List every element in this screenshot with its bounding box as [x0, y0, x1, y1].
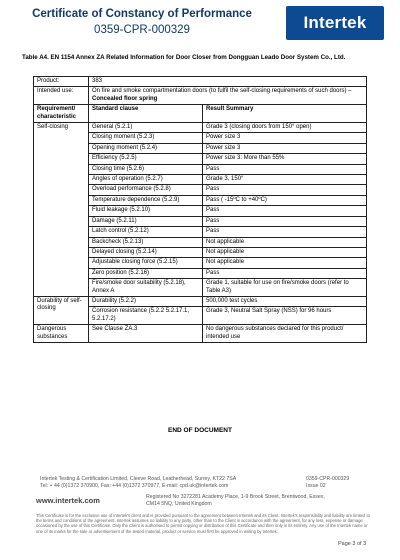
- result-cell: Grade 3 (closing doors from 150° open): [203, 123, 367, 133]
- result-cell: Grade 3, 150°: [203, 175, 367, 185]
- footer-issue: Issue 02: [306, 482, 326, 489]
- clause-cell: Latch control (5.2.12): [89, 227, 203, 237]
- intended-use-row: [34, 87, 367, 105]
- end-of-document: END OF DOCUMENT: [168, 427, 232, 434]
- product-label: Product:: [34, 77, 89, 87]
- product-row: [34, 77, 367, 87]
- registration-info: [146, 494, 376, 507]
- product-value: 383: [89, 77, 367, 87]
- page-number: Page 3 of 3: [338, 541, 367, 547]
- result-cell: Not applicable: [203, 237, 367, 247]
- table-row: [34, 123, 367, 133]
- table-row: [34, 325, 367, 343]
- registration-line-1: Registered No 3272281 Academy Place, 1-9 Brook Street, Brentwood, Essex,: [146, 494, 325, 500]
- result-cell: Power size 3: More than 55%: [203, 154, 367, 164]
- result-cell: 500,000 test cycles: [203, 296, 367, 306]
- column-header-requirement: Requirement/ characteristic: [34, 105, 89, 123]
- clause-cell: Opening moment (5.2.4): [89, 143, 203, 153]
- intended-use-value: [89, 87, 367, 105]
- intended-use-text: On fire and smoke compartmentation doors (to fulfil the self-closing requirements of such doors) –: [92, 88, 352, 95]
- requirement-cell: Self-closing: [34, 123, 89, 297]
- clause-cell: Angles of operation (5.2.7): [89, 175, 203, 185]
- footer-address: Intertek Testing & Certification Limited, Cleeve Road, Leatherhead, Surrey, KT22 7SA: [40, 476, 237, 482]
- clause-cell: Efficiency (5.2.5): [89, 154, 203, 164]
- table-row: [34, 296, 367, 306]
- requirement-cell: Dangerous substances: [34, 325, 89, 343]
- registration-line-2: CM14 5NQ, United Kingdom: [146, 500, 212, 507]
- website-link[interactable]: www.intertek.com: [36, 496, 100, 505]
- requirement-cell: Durability of self-closing: [34, 296, 89, 324]
- clause-cell: Fluid leakage (5.2.10): [89, 206, 203, 216]
- result-cell: Grade 3, Neutral Salt Spray (NSS) for 96 hours: [203, 307, 367, 325]
- result-cell: No dangerous substances declared for this product/ intended use: [203, 325, 367, 343]
- result-cell: Not applicable: [203, 247, 367, 257]
- clause-cell: Backcheck (5.2.13): [89, 237, 203, 247]
- certificate-code: 0359-CPR-000329: [94, 24, 190, 36]
- certificate-title: Certificate of Constancy of Performance: [32, 8, 252, 20]
- result-cell: Pass: [203, 164, 367, 174]
- column-header-clause: Standard clause: [89, 105, 203, 123]
- disclaimer: This Certificate is for the exclusive use of Intertek's client and is provided pursuant to the agreement between Intertek and its Client. Intertek's responsibility and liability are limited to the terms and conditions of the agreement. Intertek assumes no liability to any party, other than to the Client in accordance with the agreement, for any loss, expense or damage occasioned by the use of this Certificate. Only the Client is authorised to permit copying or distribution of this Certificate and then only in its entirety. Any use of the Intertek name or one of its marks for the sale or advertisement of the tested material, product or service must first be approved in writing by Intertek.: [36, 513, 370, 534]
- result-cell: Grade 1, suitable for use on fire/smoke doors (refer to Table A3): [203, 279, 367, 297]
- result-cell: Pass: [203, 185, 367, 195]
- footer-company: [40, 476, 300, 489]
- clause-cell: Closing time (5.2.6): [89, 164, 203, 174]
- clause-cell: Fire/smoke door suitability (5.2.18), Annex A: [89, 279, 203, 297]
- result-cell: Power size 3: [203, 143, 367, 153]
- clause-cell: See Clause ZA.3: [89, 325, 203, 343]
- footer-cert-info: [306, 476, 376, 489]
- footer-cert-code: 0359-CPR-000329: [306, 476, 350, 482]
- result-cell: Power size 3: [203, 133, 367, 143]
- clause-cell: General (5.2.1): [89, 123, 203, 133]
- intertek-logo: Intertek: [286, 6, 384, 40]
- result-cell: Pass: [203, 216, 367, 226]
- clause-cell: Zero position (5.2.16): [89, 268, 203, 278]
- result-cell: Pass: [203, 268, 367, 278]
- column-header-result: Result Summary: [203, 105, 367, 123]
- result-cell: Pass: [203, 227, 367, 237]
- clause-cell: Temperature dependence (5.2.9): [89, 195, 203, 205]
- clause-cell: Adjustable closing force (5.2.15): [89, 258, 203, 268]
- intended-use-type: Concealed floor spring: [92, 95, 158, 102]
- result-cell: Pass ( -15ºC to +40ºC): [203, 195, 367, 205]
- column-header-row: [34, 105, 367, 123]
- requirements-table: [33, 76, 367, 343]
- table-title: Table A4. EN 1154 Annex ZA Related Information for Door Closer from Dongguan Leado Door System Co., Ltd.: [22, 54, 346, 61]
- footer-contact: Tel: + 44 (0)1372 370900, Fax: +44 (0)1372 370977, E-mail: cpd.uk@intertek.com: [40, 482, 229, 489]
- clause-cell: Delayed closing (5.2.14): [89, 247, 203, 257]
- clause-cell: Durability (5.2.2): [89, 296, 203, 306]
- clause-cell: Damage (5.2.11): [89, 216, 203, 226]
- clause-cell: Closing moment (5.2.3): [89, 133, 203, 143]
- result-cell: Not applicable: [203, 258, 367, 268]
- result-cell: Pass: [203, 206, 367, 216]
- clause-cell: Corrosion resistance (5.2.2 5.2.17.1, 5.2.17.2): [89, 307, 203, 325]
- clause-cell: Overload performance (5.2.8): [89, 185, 203, 195]
- intended-use-label: Intended use:: [34, 87, 89, 105]
